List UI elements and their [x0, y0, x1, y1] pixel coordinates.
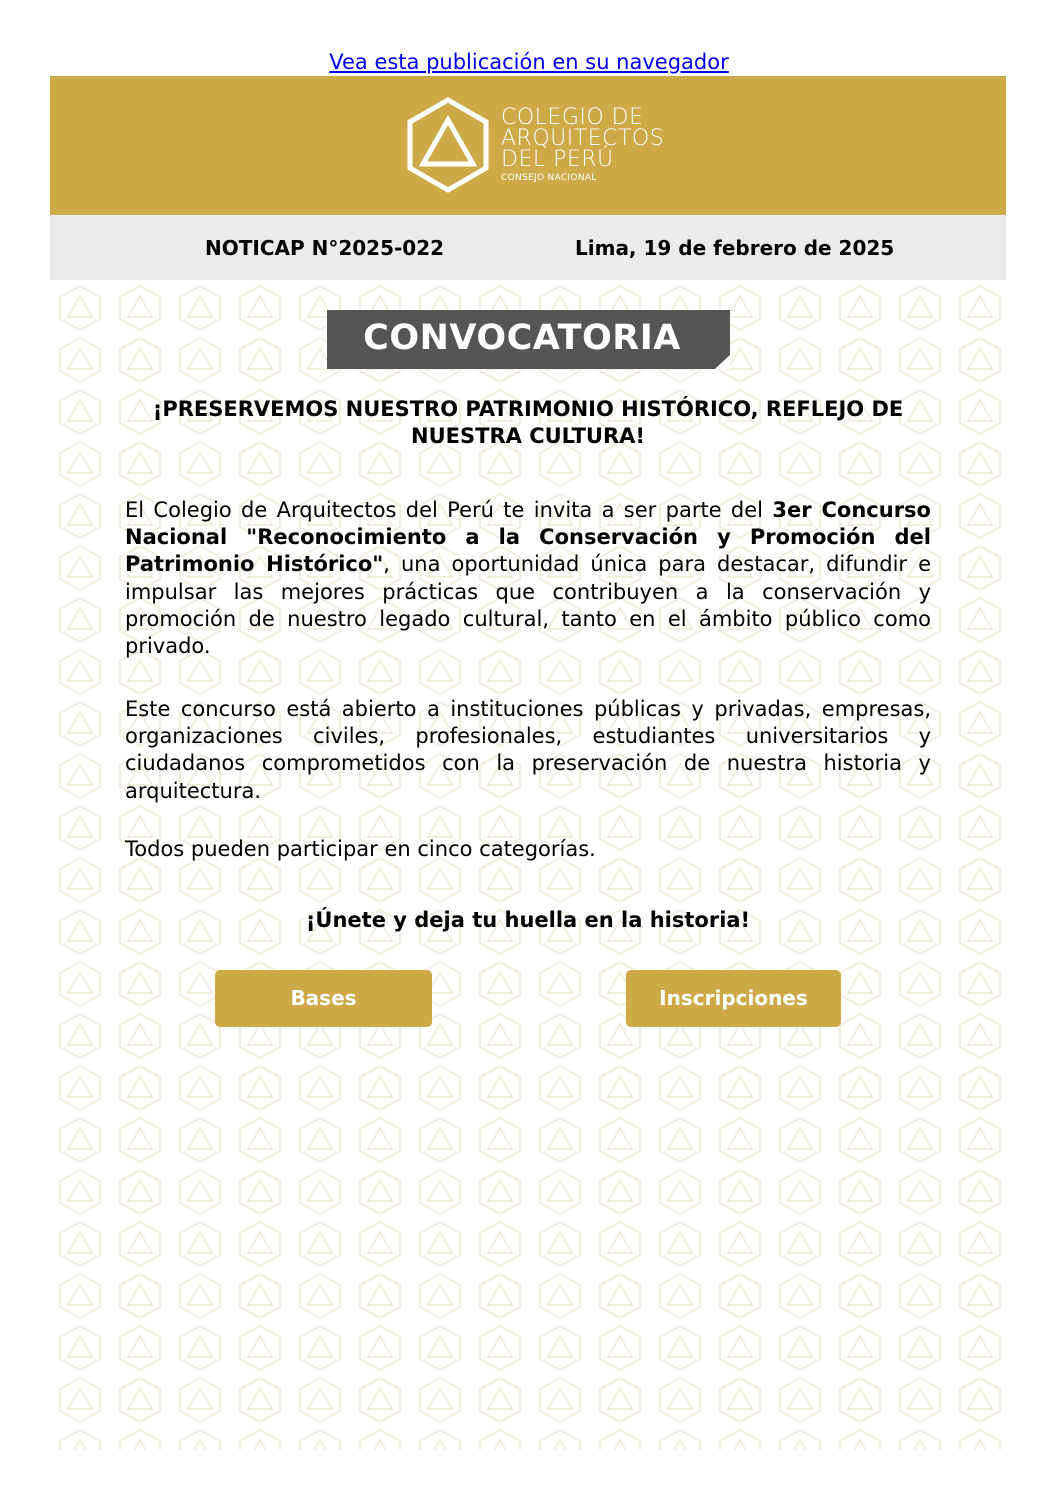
logo-line-3: DEL PERÚ — [501, 147, 614, 172]
header-banner — [50, 76, 1006, 215]
paragraph-categories: Todos pueden participar en cinco categorías. — [125, 837, 596, 861]
intro-rest: , una oportunidad única para destacar, difundir e impulsar las mejores prácticas que contribuyen a la conservación y promoción de nuestro legado cultural, tanto en el ámbito público como privado. — [125, 552, 932, 659]
logo-subtitle: CONSEJO NACIONAL — [501, 173, 597, 183]
main-content — [125, 396, 932, 932]
background-hexagon-pattern — [50, 280, 1006, 1450]
intro-text: El Colegio de Arquitectos del Perú te invita a ser parte del — [125, 498, 773, 522]
cap-logo — [403, 96, 663, 196]
paragraph-eligibility: Este concurso está abierto a instituciones públicas y privadas, empresas, organizaciones civiles, profesionales, estudiantes universitarios y ciudadanos comprometidos con la preservación de nuestra historia y arquitectura. — [125, 697, 931, 803]
logo-line-1: COLEGIO DE — [501, 105, 644, 130]
inscripciones-button[interactable]: Inscripciones — [626, 970, 841, 1027]
info-bar — [50, 215, 1006, 280]
call-to-action: ¡Únete y deja tu huella en la historia! — [305, 908, 751, 932]
logo-line-2: ARQUITECTOS — [501, 126, 665, 151]
paragraph-intro — [125, 497, 931, 660]
contest-name: 3er Concurso Nacional "Reconocimiento a la Conservación y Promoción del Patrimonio Histórico" — [125, 498, 931, 577]
headline: ¡PRESERVEMOS NUESTRO PATRIMONIO HISTÓRICO, REFLEJO DE NUESTRA CULTURA! — [152, 397, 904, 448]
convocatoria-label: CONVOCATORIA — [363, 318, 681, 358]
view-in-browser-link[interactable]: Vea esta publicación en su navegador — [329, 50, 729, 74]
noticap-number: NOTICAP N°2025-022 — [205, 236, 445, 260]
publication-date: Lima, 19 de febrero de 2025 — [575, 236, 895, 260]
hexagon-triangle-logo-icon — [403, 96, 493, 196]
bases-button[interactable]: Bases — [215, 970, 432, 1027]
convocatoria-banner — [327, 310, 730, 369]
